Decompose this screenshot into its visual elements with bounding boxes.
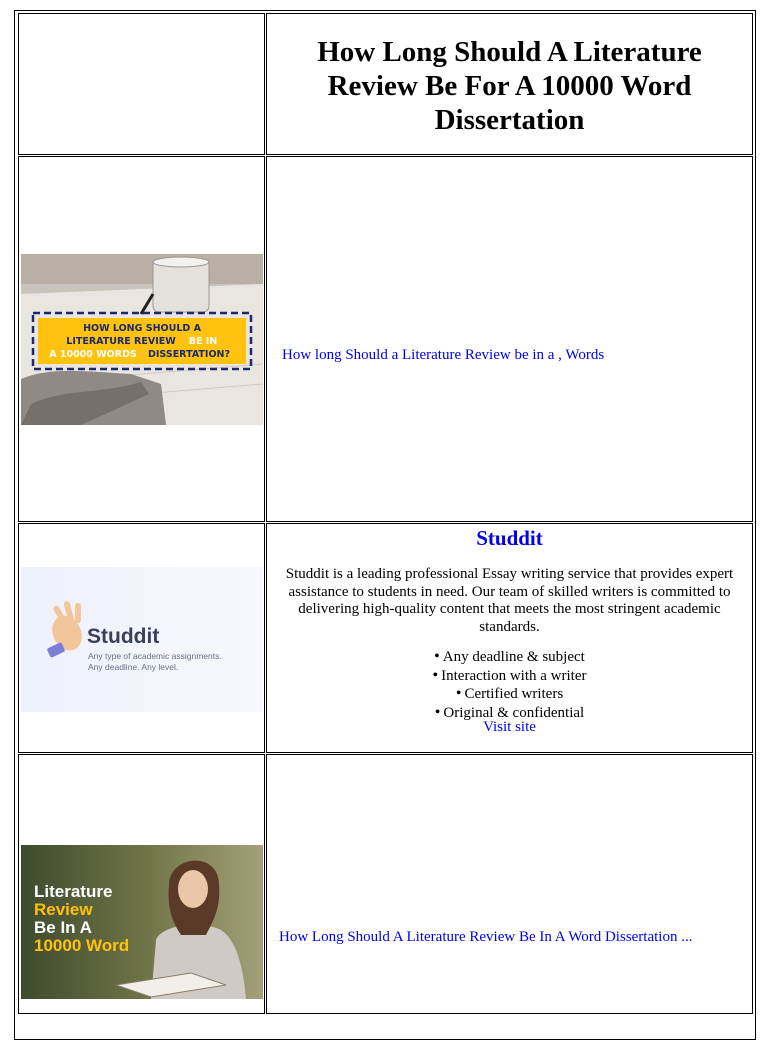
feature-item: • Any deadline & subject: [267, 648, 752, 667]
feature-item: • Original & confidential: [267, 704, 752, 723]
student-reading-image: [21, 845, 263, 999]
row-1-link-cell: [266, 156, 753, 522]
row-3-link-cell: [266, 754, 753, 1014]
literature-review-word-thumbnail[interactable]: [21, 845, 263, 999]
visit-site-link[interactable]: Visit site: [483, 719, 536, 735]
studdit-tagline-1: Any type of academic assignments.: [88, 651, 222, 661]
row-2-image-cell: [18, 523, 265, 753]
row-2-service-cell: [266, 523, 753, 753]
studdit-tagline-2: Any deadline. Any level.: [88, 662, 179, 672]
studdit-banner[interactable]: [21, 567, 263, 712]
thumb-line-4: A 10000 WORDS: [49, 349, 137, 360]
row-3-image-cell: [18, 754, 265, 1014]
page-title: How Long Should A Literature Review Be For A 10000 Word Dissertation: [317, 36, 702, 136]
feature-item: • Certified writers: [267, 685, 752, 704]
thumb-line-1: HOW LONG SHOULD A: [83, 323, 201, 334]
studdit-logo-text: Studdit: [87, 625, 160, 648]
article-link-3[interactable]: How Long Should A Literature Review Be In A Word Dissertation ...: [279, 929, 693, 945]
feature-list: [267, 648, 752, 722]
studdit-banner-image: [21, 567, 263, 712]
service-name[interactable]: Studdit: [476, 526, 543, 550]
service-description: Studdit is a leading professional Essay writing service that provides expert assistance to students in need. Our team of skilled writers is committed to delivering high-quality content that meets the most stringent academic standards.: [285, 566, 734, 635]
literature-review-thumbnail[interactable]: [21, 254, 263, 425]
header-empty-cell: [18, 13, 265, 155]
thumb-line-2: LITERATURE REVIEW: [66, 336, 176, 347]
row-1-image-cell: [18, 156, 265, 522]
thumb3-line-3: Be In A: [34, 918, 92, 937]
header-title-cell: [266, 13, 753, 155]
thumb3-line-4: 10000 Word: [34, 936, 130, 955]
article-link-1[interactable]: How long Should a Literature Review be in a , Words: [282, 347, 605, 363]
thumb3-line-1: Literature: [34, 882, 113, 901]
thumb-line-3: BE IN: [188, 336, 218, 347]
thumb-line-5: DISSERTATION?: [148, 349, 230, 360]
thumb3-line-2: Review: [34, 900, 93, 919]
feature-item: • Interaction with a writer: [267, 667, 752, 686]
desk-photo-image: [21, 254, 263, 425]
